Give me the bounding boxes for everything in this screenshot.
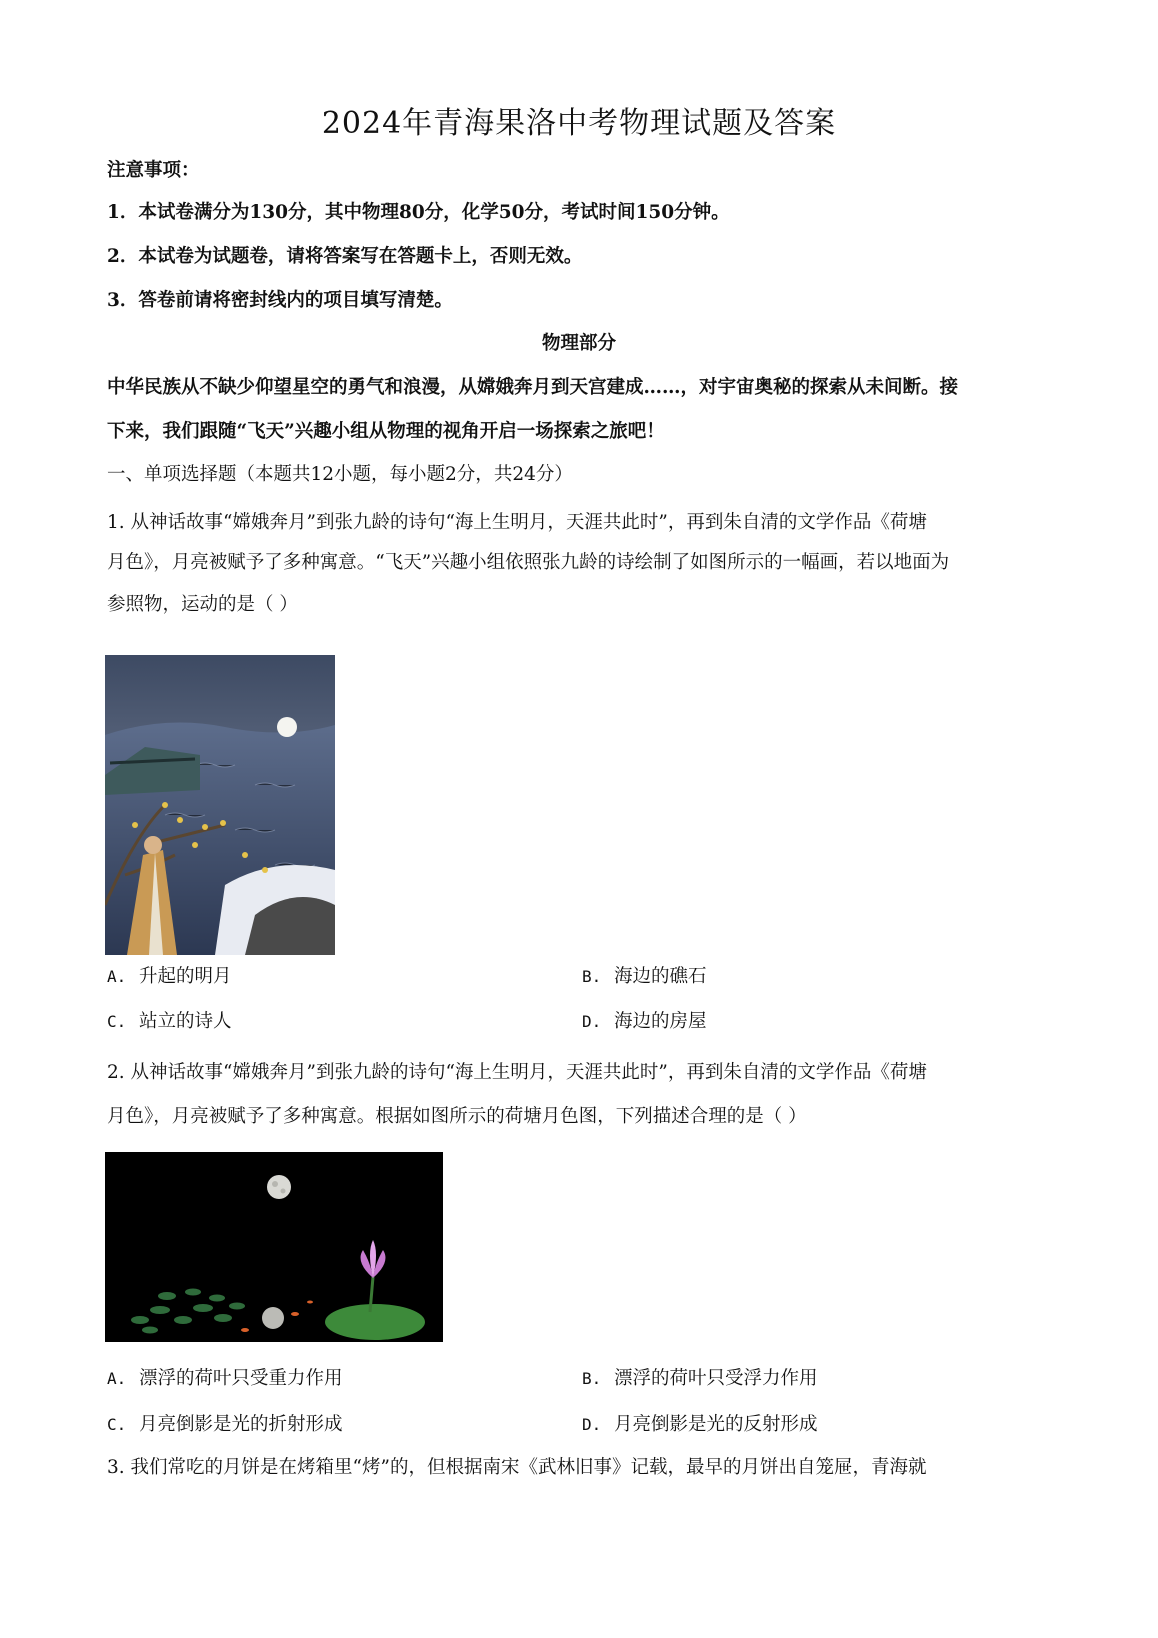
notice-item: 1．本试卷满分为130分，其中物理80分，化学50分，考试时间150分钟。 bbox=[107, 202, 730, 223]
option-text: 站立的诗人 bbox=[139, 1011, 232, 1032]
question-2-line: 月色》，月亮被赋予了多种寓意。根据如图所示的荷塘月色图，下列描述合理的是（ ） bbox=[107, 1106, 807, 1127]
intro-line: 下来，我们跟随“飞天”兴趣小组从物理的视角开启一场探索之旅吧！ bbox=[107, 421, 665, 442]
option-key: D. bbox=[582, 1415, 602, 1434]
option-key: A. bbox=[107, 967, 127, 986]
question-1-line: 1. 从神话故事“嫦娥奔月”到张九龄的诗句“海上生明月，天涯共此时”，再到朱自清的文学作品《荷塘 bbox=[107, 512, 927, 533]
question-1-option-c[interactable] bbox=[107, 1007, 232, 1033]
option-text: 月亮倒影是光的反射形成 bbox=[614, 1414, 818, 1435]
option-key: C. bbox=[107, 1012, 127, 1031]
page-title: 2024年青海果洛中考物理试题及答案 bbox=[321, 106, 837, 141]
question-2-option-b[interactable] bbox=[582, 1364, 818, 1390]
question-1-option-a[interactable] bbox=[107, 962, 232, 988]
notice-item: 3．答卷前请将密封线内的项目填写清楚。 bbox=[107, 290, 453, 311]
question-2-option-d[interactable] bbox=[582, 1410, 818, 1436]
notice-title: 注意事项： bbox=[107, 160, 200, 181]
option-text: 漂浮的荷叶只受浮力作用 bbox=[614, 1368, 818, 1389]
option-text: 升起的明月 bbox=[139, 966, 232, 987]
option-text: 月亮倒影是光的折射形成 bbox=[139, 1414, 343, 1435]
notice-item: 2．本试卷为试题卷，请将答案写在答题卡上，否则无效。 bbox=[107, 246, 583, 267]
option-key: A. bbox=[107, 1369, 127, 1388]
part-title: 一、单项选择题（本题共12小题，每小题2分，共24分） bbox=[107, 464, 573, 485]
question-2-line: 2. 从神话故事“嫦娥奔月”到张九龄的诗句“海上生明月，天涯共此时”，再到朱自清的文学作品《荷塘 bbox=[107, 1062, 927, 1083]
question-2-option-a[interactable] bbox=[107, 1364, 343, 1390]
option-text: 海边的房屋 bbox=[614, 1011, 707, 1032]
option-key: B. bbox=[582, 967, 602, 986]
option-text: 漂浮的荷叶只受重力作用 bbox=[139, 1368, 343, 1389]
option-key: C. bbox=[107, 1415, 127, 1434]
moon-icon bbox=[267, 1175, 291, 1199]
section-title: 物理部分 bbox=[541, 333, 616, 354]
intro-line: 中华民族从不缺少仰望星空的勇气和浪漫，从嫦娥奔月到天宫建成……，对宇宙奥秘的探索从未间断。接 bbox=[107, 377, 959, 398]
question-1-line: 参照物，运动的是（ ） bbox=[107, 594, 298, 615]
question-3-line: 3. 我们常吃的月饼是在烤箱里“烤”的，但根据南宋《武林旧事》记载，最早的月饼出自笼屉，青海就 bbox=[107, 1457, 927, 1478]
moon-reflection-icon bbox=[262, 1307, 284, 1329]
poet-moon-sea-illustration bbox=[105, 655, 335, 955]
option-key: B. bbox=[582, 1369, 602, 1388]
lotus-pond-moonlight-illustration bbox=[105, 1152, 443, 1342]
question-1-line: 月色》，月亮被赋予了多种寓意。“飞天”兴趣小组依照张九龄的诗绘制了如图所示的一幅画，若以地面为 bbox=[107, 552, 950, 573]
question-1-option-d[interactable] bbox=[582, 1007, 707, 1033]
question-1-option-b[interactable] bbox=[582, 962, 707, 988]
option-key: D. bbox=[582, 1012, 602, 1031]
option-text: 海边的礁石 bbox=[614, 966, 707, 987]
moon-icon bbox=[277, 717, 297, 737]
question-2-option-c[interactable] bbox=[107, 1410, 343, 1436]
